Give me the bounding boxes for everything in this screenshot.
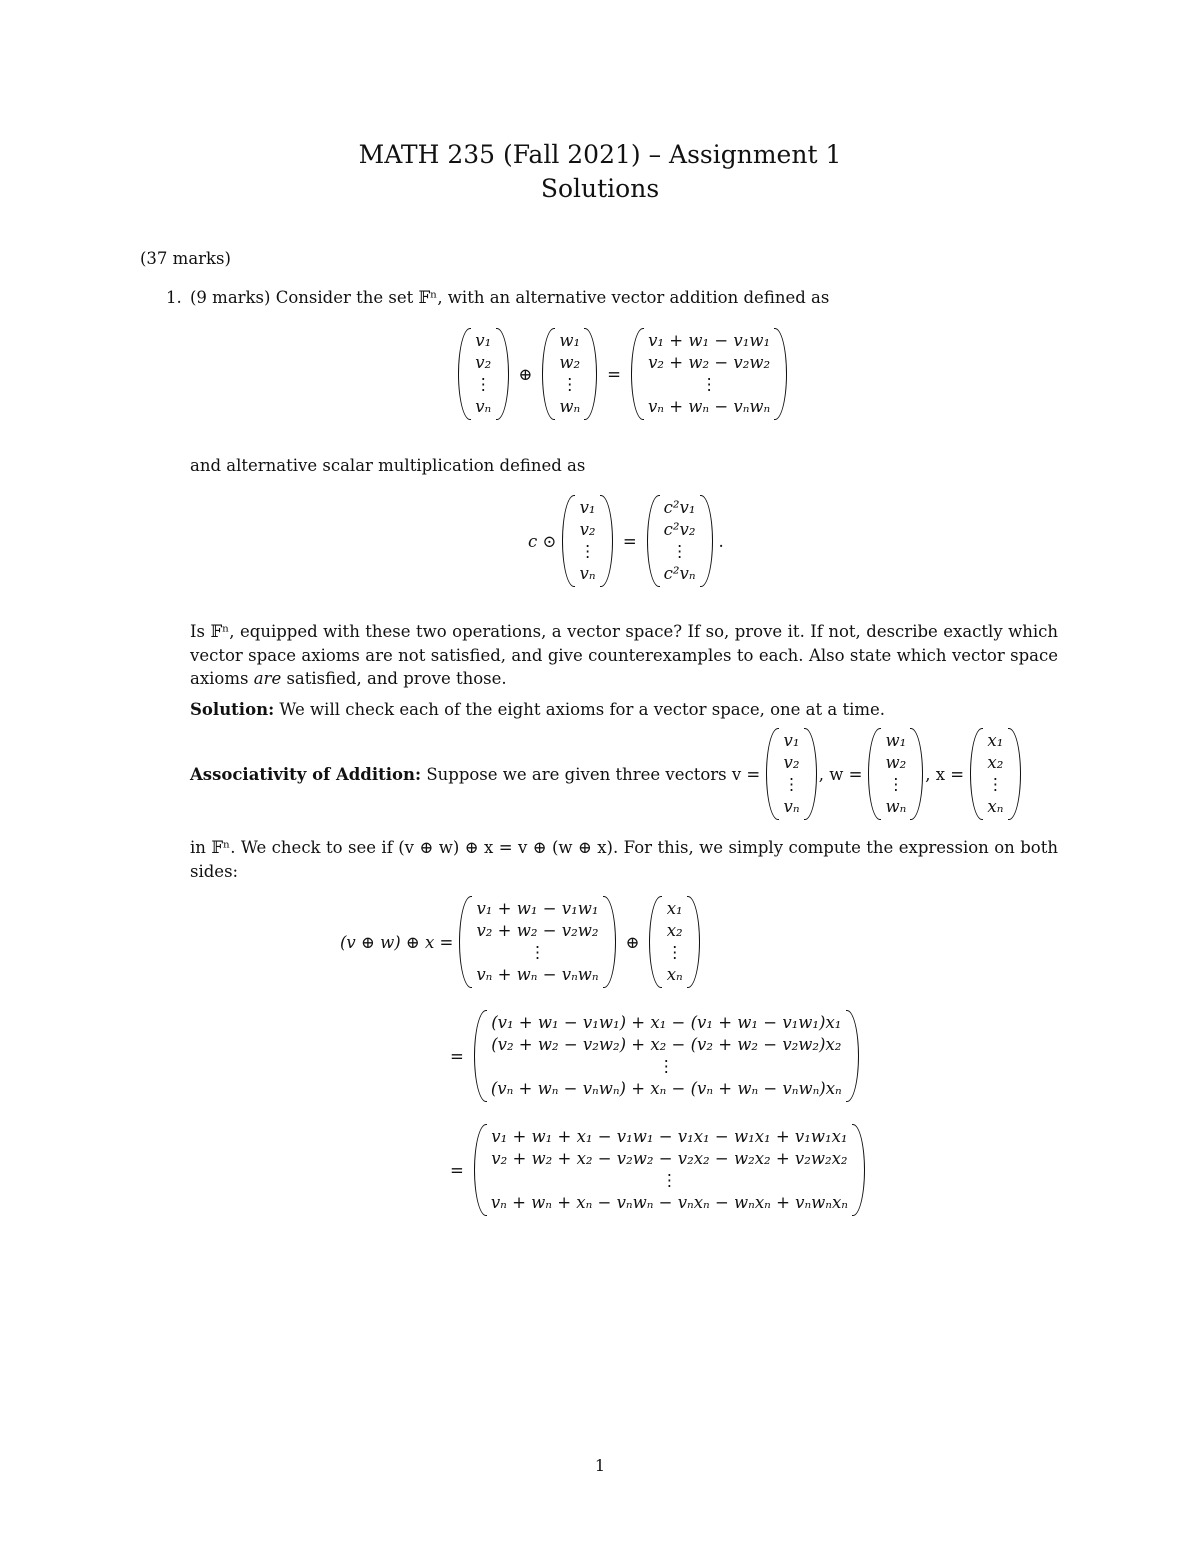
matrix-ellipsis: ⋮ (561, 375, 578, 394)
matrix-entry: v₂ (783, 753, 800, 772)
matrix-ellipsis: ⋮ (475, 375, 492, 394)
matrix-entry: (vₙ + wₙ − vₙwₙ) + xₙ − (vₙ + wₙ − vₙwₙ)xₙ (490, 1079, 842, 1098)
matrix-entry: v₂ (579, 520, 596, 539)
matrix-scalar-v (562, 495, 613, 587)
matrix-entry: xₙ (987, 797, 1004, 816)
matrix-entry: x₁ (666, 899, 683, 918)
solution-line (190, 699, 885, 721)
matrix-entry: v₂ (475, 353, 492, 372)
matrix-ellipsis: ⋮ (783, 775, 800, 794)
computation-step-1 (340, 896, 700, 988)
matrix-entry: v₂ + w₂ − v₂w₂ (648, 353, 771, 372)
matrix-ellipsis: ⋮ (529, 943, 546, 962)
matrix-entry: v₁ + w₁ − v₁w₁ (648, 331, 771, 350)
scalar-definition (528, 495, 724, 587)
w-equals: , w = (818, 764, 863, 784)
scalar-c: c ⊙ (528, 531, 557, 551)
matrix-entry: w₂ (559, 353, 581, 372)
matrix-entry: x₁ (987, 731, 1004, 750)
matrix-entry: v₁ (783, 731, 800, 750)
matrix-entry: v₁ (475, 331, 492, 350)
matrix-entry: vₙ (783, 797, 800, 816)
matrix-step1-right (649, 896, 700, 988)
matrix-step3 (474, 1124, 865, 1216)
matrix-entry: vₙ + wₙ + xₙ − vₙwₙ − vₙxₙ − wₙxₙ + vₙwₙxₙ (490, 1193, 848, 1212)
matrix-entry: vₙ (475, 397, 492, 416)
matrix-entry: v₁ + w₁ − v₁w₁ (476, 899, 599, 918)
matrix-entry: x₂ (987, 753, 1004, 772)
matrix-ellipsis: ⋮ (579, 542, 596, 561)
matrix-entry: c²v₁ (663, 498, 696, 517)
addition-definition (458, 328, 787, 420)
equals-symbol: = (450, 1160, 464, 1180)
matrix-entry: c²vₙ (663, 564, 696, 583)
question-part-1: Is 𝔽ⁿ, equipped with these two operations, a vector space? If so, prove it. If not, describe exactly which vector space axioms are not satisfied, and give counterexamples to each. Also state which vector space axioms (190, 622, 1058, 688)
matrix-entry: v₁ + w₁ + x₁ − v₁w₁ − v₁x₁ − w₁x₁ + v₁w₁x₁ (491, 1127, 848, 1146)
matrix-entry: c²v₂ (663, 520, 696, 539)
total-marks: (37 marks) (140, 249, 231, 268)
x-equals: , x = (925, 764, 965, 784)
matrix-entry: v₂ + w₂ + x₂ − v₂w₂ − v₂x₂ − w₂x₂ + v₂w₂x₂ (491, 1149, 848, 1168)
oplus-symbol: ⊕ (625, 932, 640, 952)
question-number: 1. (166, 288, 182, 307)
computation-step-3 (440, 1124, 865, 1216)
matrix-entry: (v₂ + w₂ − v₂w₂) + x₂ − (v₂ + w₂ − v₂w₂)x₂ (491, 1035, 842, 1054)
solution-text: We will check each of the eight axioms for a vector space, one at a time. (274, 700, 886, 719)
matrix-v (458, 328, 509, 420)
oplus-symbol: ⊕ (518, 364, 533, 384)
vector-w (868, 728, 923, 820)
title-line-1: MATH 235 (Fall 2021) – Assignment 1 (358, 140, 842, 169)
matrix-ellipsis: ⋮ (700, 375, 718, 394)
question-text (190, 620, 1058, 691)
matrix-ellipsis: ⋮ (661, 1171, 678, 1190)
matrix-entry: xₙ (666, 965, 683, 984)
matrix-ellipsis: ⋮ (658, 1057, 675, 1076)
matrix-ellipsis: ⋮ (671, 542, 688, 561)
matrix-entry: w₁ (559, 331, 581, 350)
matrix-entry: x₂ (666, 921, 683, 940)
matrix-entry: vₙ (579, 564, 596, 583)
matrix-entry: v₁ (579, 498, 596, 517)
equals-symbol: = (450, 1046, 464, 1066)
matrix-step1-left (459, 896, 615, 988)
page-number: 1 (594, 1456, 606, 1475)
check-text: in 𝔽ⁿ. We check to see if (v ⊕ w) ⊕ x = v ⊕ (w ⊕ x). For this, we simply compute the expression on both sides: (190, 838, 1058, 881)
vector-v (766, 728, 817, 820)
equals-symbol: = (622, 531, 637, 551)
matrix-entry: w₁ (885, 731, 907, 750)
computation-step-2 (440, 1010, 859, 1102)
associativity-label: Associativity of Addition: (190, 764, 422, 784)
matrix-sum (631, 328, 787, 420)
equals-symbol: = (607, 364, 621, 384)
matrix-w (542, 328, 597, 420)
associativity-text: Suppose we are given three vectors v = (421, 764, 761, 784)
matrix-entry: vₙ + wₙ − vₙwₙ (476, 965, 599, 984)
matrix-step2 (474, 1010, 859, 1102)
question-intro: (9 marks) Consider the set 𝔽ⁿ, with an alternative vector addition defined as (190, 288, 830, 307)
matrix-entry: w₂ (885, 753, 907, 772)
matrix-entry: wₙ (885, 797, 907, 816)
scalar-intro: and alternative scalar multiplication defined as (190, 456, 586, 475)
title-line-2: Solutions (540, 174, 660, 203)
vector-x (970, 728, 1021, 820)
solution-label: Solution: (190, 700, 275, 719)
question-part-2: satisfied, and prove those. (281, 669, 507, 688)
matrix-ellipsis: ⋮ (666, 943, 683, 962)
document-title (0, 138, 1200, 206)
scalar-period: . (718, 531, 724, 551)
associativity-line (190, 728, 1021, 820)
matrix-ellipsis: ⋮ (987, 775, 1004, 794)
lhs-expression: (v ⊕ w) ⊕ x = (340, 932, 454, 952)
question-emphasis: are (253, 669, 282, 688)
matrix-entry: v₂ + w₂ − v₂w₂ (476, 921, 599, 940)
matrix-entry: (v₁ + w₁ − v₁w₁) + x₁ − (v₁ + w₁ − v₁w₁)x₁ (491, 1013, 842, 1032)
matrix-ellipsis: ⋮ (887, 775, 905, 794)
matrix-entry: vₙ + wₙ − vₙwₙ (647, 397, 771, 416)
matrix-scalar-result (647, 495, 713, 587)
matrix-entry: wₙ (559, 397, 581, 416)
